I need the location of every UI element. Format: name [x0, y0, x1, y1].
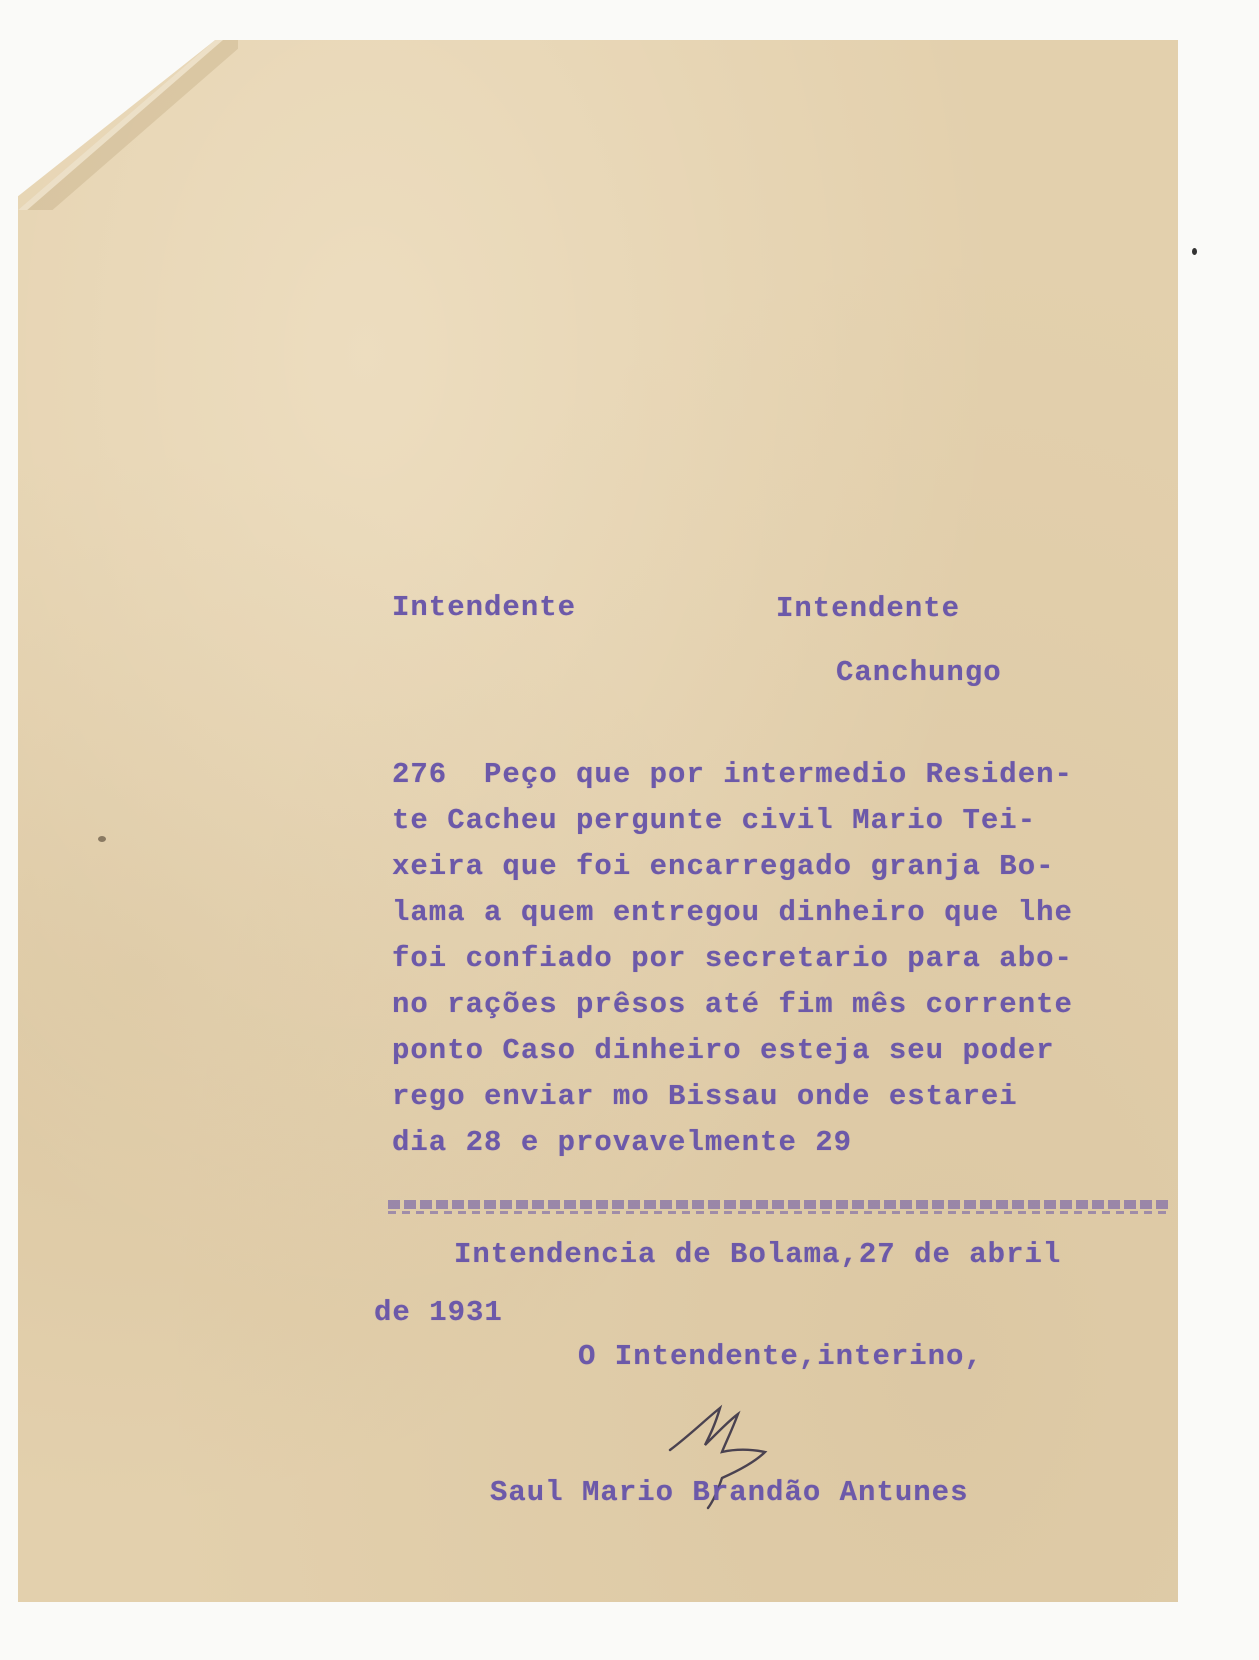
- scan-speck: [1192, 248, 1197, 255]
- message-line: no rações prêsos até fim mês corrente: [392, 988, 1073, 1021]
- message-line: te Cacheu pergunte civil Mario Tei-: [392, 804, 1037, 837]
- header-place: Canchungo: [836, 656, 1002, 689]
- message-line: ponto Caso dinheiro esteja seu poder: [392, 1034, 1055, 1067]
- paper-blemish: [98, 836, 106, 842]
- message-line: 276 Peço que por intermedio Residen-: [392, 758, 1073, 791]
- signatory-name: Saul Mario Brandão Antunes: [490, 1476, 969, 1509]
- message-line: dia 28 e provavelmente 29: [392, 1126, 853, 1159]
- message-line: rego enviar mo Bissau onde estarei: [392, 1080, 1018, 1113]
- header-from: Intendente: [392, 591, 577, 624]
- header-to: Intendente: [776, 592, 961, 625]
- message-line: xeira que foi encarregado granja Bo-: [392, 850, 1055, 883]
- message-line: lama a quem entregou dinheiro que lhe: [392, 896, 1073, 929]
- message-line: foi confiado por secretario para abo-: [392, 942, 1073, 975]
- closing-place-date: Intendencia de Bolama,27 de abril: [454, 1238, 1062, 1271]
- divider-line-secondary: [388, 1211, 1168, 1214]
- divider-line: [388, 1200, 1168, 1209]
- closing-year: de 1931: [374, 1296, 503, 1329]
- closing-title: O Intendente,interino,: [578, 1340, 983, 1373]
